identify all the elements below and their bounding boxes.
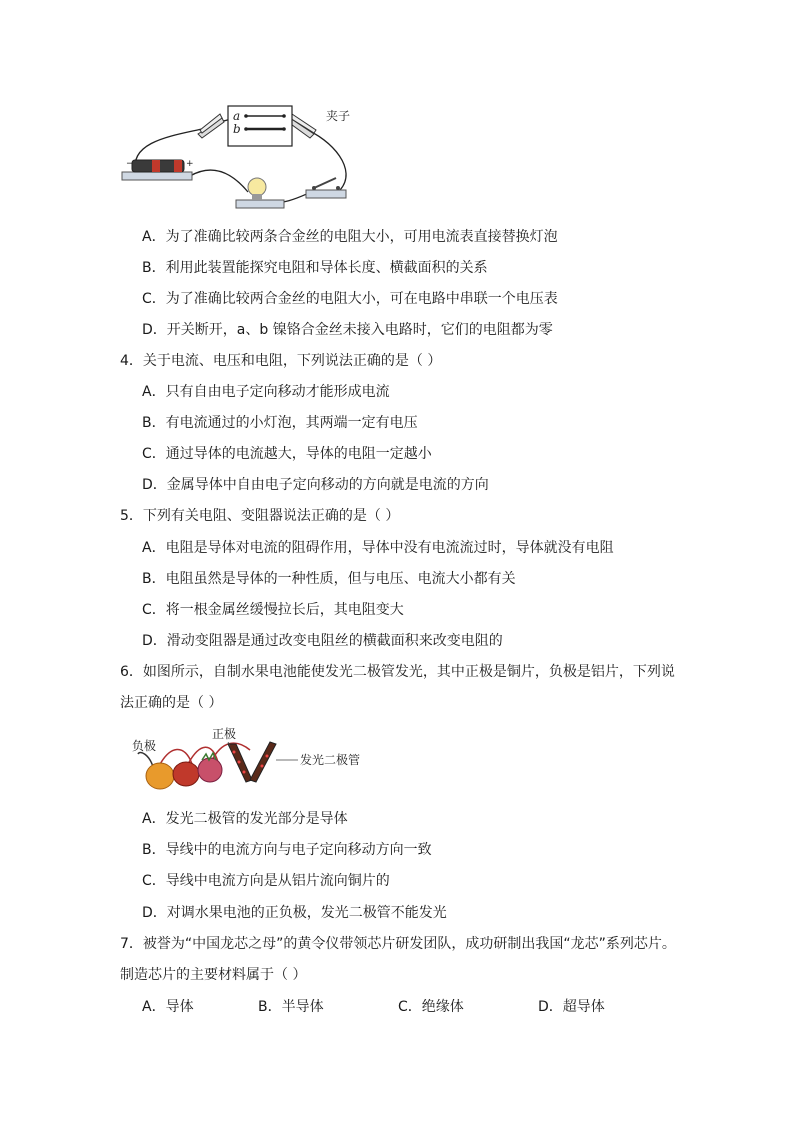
q5-option-c: C．将一根金属丝缓慢拉长后，其电阻变大 [142, 602, 404, 618]
orange-icon [146, 763, 174, 789]
q7-option-b: B．半导体 [258, 999, 324, 1015]
q3-option-d: D．开关断开，a、b 镍铬合金丝未接入电路时，它们的电阻都为零 [142, 322, 553, 338]
led-icon [228, 742, 276, 782]
wire-a-label: a [233, 109, 241, 123]
switch-icon [306, 178, 346, 198]
q6-option-a: A．发光二极管的发光部分是导体 [142, 811, 348, 827]
fruit-battery-figure [130, 724, 370, 796]
q5-option-a: A．电阻是导体对电流的阻碍作用，导体中没有电流流过时，导体就没有电阻 [142, 540, 614, 556]
q6-option-d: D．对调水果电池的正负极，发光二极管不能发光 [142, 905, 447, 921]
wire-b-label: b [233, 122, 241, 136]
q6-option-b: B．导线中的电流方向与电子定向移动方向一致 [142, 842, 432, 858]
q3-option-c: C．为了准确比较两合金丝的电阻大小，可在电路中串联一个电压表 [142, 291, 558, 307]
circuit-figure [118, 100, 368, 215]
positive-label: 正极 [212, 727, 237, 741]
q4-stem: 4．关于电流、电压和电阻，下列说法正确的是（ ） [120, 353, 442, 369]
negative-label: 负极 [132, 739, 157, 753]
q4-option-c: C．通过导体的电流越大，导体的电阻一定越小 [142, 446, 432, 462]
q7-option-c: C．绝缘体 [398, 999, 464, 1015]
q5-option-b: B．电阻虽然是导体的一种性质，但与电压、电流大小都有关 [142, 571, 516, 587]
q7-option-a: A．导体 [142, 999, 194, 1015]
q4-option-d: D．金属导体中自由电子定向移动的方向就是电流的方向 [142, 477, 489, 493]
q7-options [142, 997, 662, 1017]
bulb-icon [236, 178, 284, 208]
dragonfruit-icon [198, 758, 222, 782]
svg-text:−: − [126, 159, 134, 169]
q4-option-a: A．只有自由电子定向移动才能形成电流 [142, 384, 390, 400]
q7-stem-line1: 7．被誉为“中国龙芯之母”的黄令仪带领芯片研发团队，成功研制出我国“龙芯”系列芯片。 [120, 936, 676, 952]
q5-stem: 5．下列有关电阻、变阻器说法正确的是（ ） [120, 508, 400, 524]
q6-option-c: C．导线中电流方向是从铝片流向铜片的 [142, 873, 390, 889]
svg-text:+: + [186, 159, 194, 169]
q6-stem-line2: 法正确的是（ ） [120, 695, 223, 711]
led-label: 发光二极管 [300, 753, 361, 767]
q7-option-d: D．超导体 [538, 999, 605, 1015]
q3-option-a: A．为了准确比较两条合金丝的电阻大小，可用电流表直接替换灯泡 [142, 229, 558, 245]
left-clip [198, 114, 224, 138]
q5-option-d: D．滑动变阻器是通过改变电阻丝的横截面积来改变电阻的 [142, 633, 503, 649]
apple-icon [173, 762, 199, 786]
q6-stem-line1: 6．如图所示，自制水果电池能使发光二极管发光，其中正极是铜片，负极是铝片，下列说 [120, 664, 675, 680]
q3-option-b: B．利用此装置能探究电阻和导体长度、横截面积的关系 [142, 260, 488, 276]
q4-option-b: B．有电流通过的小灯泡，其两端一定有电压 [142, 415, 418, 431]
battery [122, 159, 194, 180]
clip-label: 夹子 [326, 109, 351, 123]
q7-stem-line2: 制造芯片的主要材料属于（ ） [120, 967, 307, 983]
